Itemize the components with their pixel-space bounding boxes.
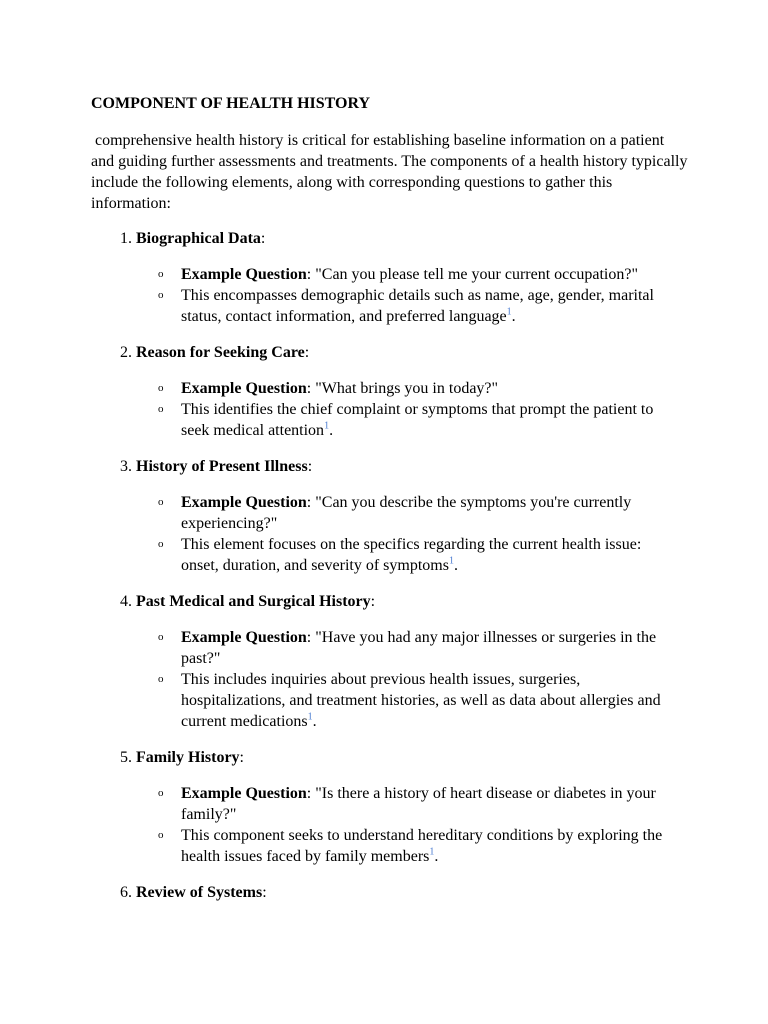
example-question-item — [0, 783, 681, 825]
example-question-text: : "What brings you in today?" — [306, 380, 499, 397]
description-text: This encompasses demographic details such as name, age, gender, marital status, contact information, and preferred language — [181, 287, 654, 325]
sentence-end: . — [511, 308, 516, 325]
sections-list — [0, 228, 768, 918]
example-label: Example Question — [181, 494, 307, 511]
section-number: 5. — [120, 749, 132, 766]
example-question-item — [0, 492, 681, 534]
section-heading — [0, 342, 768, 363]
description-item — [0, 534, 681, 576]
description-text: This identifies the chief complaint or symptoms that prompt the patient to seek medical attention — [181, 401, 654, 439]
section-title: History of Present Illness: — [136, 458, 313, 475]
section-heading — [0, 591, 768, 612]
bullet-icon: o — [158, 538, 164, 550]
sentence-end: . — [434, 848, 439, 865]
description-item — [0, 669, 681, 732]
description-text: This includes inquiries about previous health issues, surgeries, hospitalizations, and treatment histories, as well as data about allergies and current medications — [181, 671, 661, 730]
bullet-icon: o — [158, 787, 164, 799]
section-heading — [0, 228, 768, 249]
example-question-item — [0, 627, 681, 669]
section-title: Review of Systems: — [136, 884, 267, 901]
section-title: Reason for Seeking Care: — [136, 344, 310, 361]
bullet-icon: o — [158, 382, 164, 394]
section-family-history — [0, 747, 768, 867]
section-number: 6. — [120, 884, 132, 901]
section-title-text: Family History — [136, 749, 240, 766]
section-title-text: History of Present Illness — [136, 458, 308, 475]
citation-link[interactable]: 1 — [307, 711, 313, 723]
citation-link[interactable]: 1 — [429, 846, 435, 858]
section-heading — [0, 456, 768, 477]
section-heading — [0, 747, 768, 768]
description-text: This element focuses on the specifics regarding the current health issue: onset, duration, and severity of symptoms — [181, 536, 642, 574]
section-items — [0, 783, 768, 867]
bullet-icon: o — [158, 631, 164, 643]
example-label: Example Question — [181, 380, 307, 397]
sentence-end: . — [312, 713, 317, 730]
bullet-icon: o — [158, 403, 164, 415]
bullet-icon: o — [158, 289, 164, 301]
example-question-text: : "Have you had any major illnesses or surgeries in the past?" — [181, 629, 657, 667]
section-title: Biographical Data: — [136, 230, 266, 247]
example-question-text: : "Can you describe the symptoms you're currently experiencing?" — [181, 494, 632, 532]
description-item — [0, 285, 681, 327]
section-title: Family History: — [136, 749, 244, 766]
citation-link[interactable]: 1 — [506, 306, 512, 318]
example-label: Example Question — [181, 629, 307, 646]
document-title: COMPONENT OF HEALTH HISTORY — [91, 95, 371, 112]
citation-link[interactable]: 1 — [324, 420, 330, 432]
citation-link[interactable]: 1 — [448, 555, 454, 567]
sentence-end: . — [453, 557, 458, 574]
example-question-item — [0, 378, 681, 399]
section-review-of-systems — [0, 882, 768, 903]
example-label: Example Question — [181, 266, 307, 283]
section-history-of-present-illness — [0, 456, 768, 576]
section-number: 1. — [120, 230, 132, 247]
section-title-text: Past Medical and Surgical History — [136, 593, 371, 610]
section-biographical-data — [0, 228, 768, 327]
example-question-text: : "Can you please tell me your current occupation?" — [306, 266, 638, 283]
section-number: 4. — [120, 593, 132, 610]
section-items — [0, 492, 768, 576]
section-number: 2. — [120, 344, 132, 361]
bullet-icon: o — [158, 268, 164, 280]
section-title-text: Review of Systems — [136, 884, 263, 901]
bullet-icon: o — [158, 829, 164, 841]
section-title-text: Biographical Data — [136, 230, 261, 247]
example-question-item — [0, 264, 681, 285]
section-items — [0, 378, 768, 441]
section-heading — [0, 882, 768, 903]
section-past-medical-and-surgical-history — [0, 591, 768, 732]
section-title-text: Reason for Seeking Care — [136, 344, 305, 361]
example-question-text: : "Is there a history of heart disease or diabetes in your family?" — [181, 785, 656, 823]
section-title: Past Medical and Surgical History: — [136, 593, 376, 610]
section-reason-for-seeking-care — [0, 342, 768, 441]
intro-paragraph: comprehensive health history is critical for establishing baseline information on a patient and guiding further assessments and treatments. The components of a health history typically include the following elements, along with corresponding questions to gather this information: — [91, 132, 692, 212]
description-item — [0, 825, 681, 867]
section-items — [0, 627, 768, 732]
bullet-icon: o — [158, 496, 164, 508]
section-items — [0, 264, 768, 327]
description-text: This component seeks to understand hereditary conditions by exploring the health issues faced by family members — [181, 827, 663, 865]
description-item — [0, 399, 681, 441]
example-label: Example Question — [181, 785, 307, 802]
section-number: 3. — [120, 458, 132, 475]
bullet-icon: o — [158, 673, 164, 685]
sentence-end: . — [329, 422, 334, 439]
